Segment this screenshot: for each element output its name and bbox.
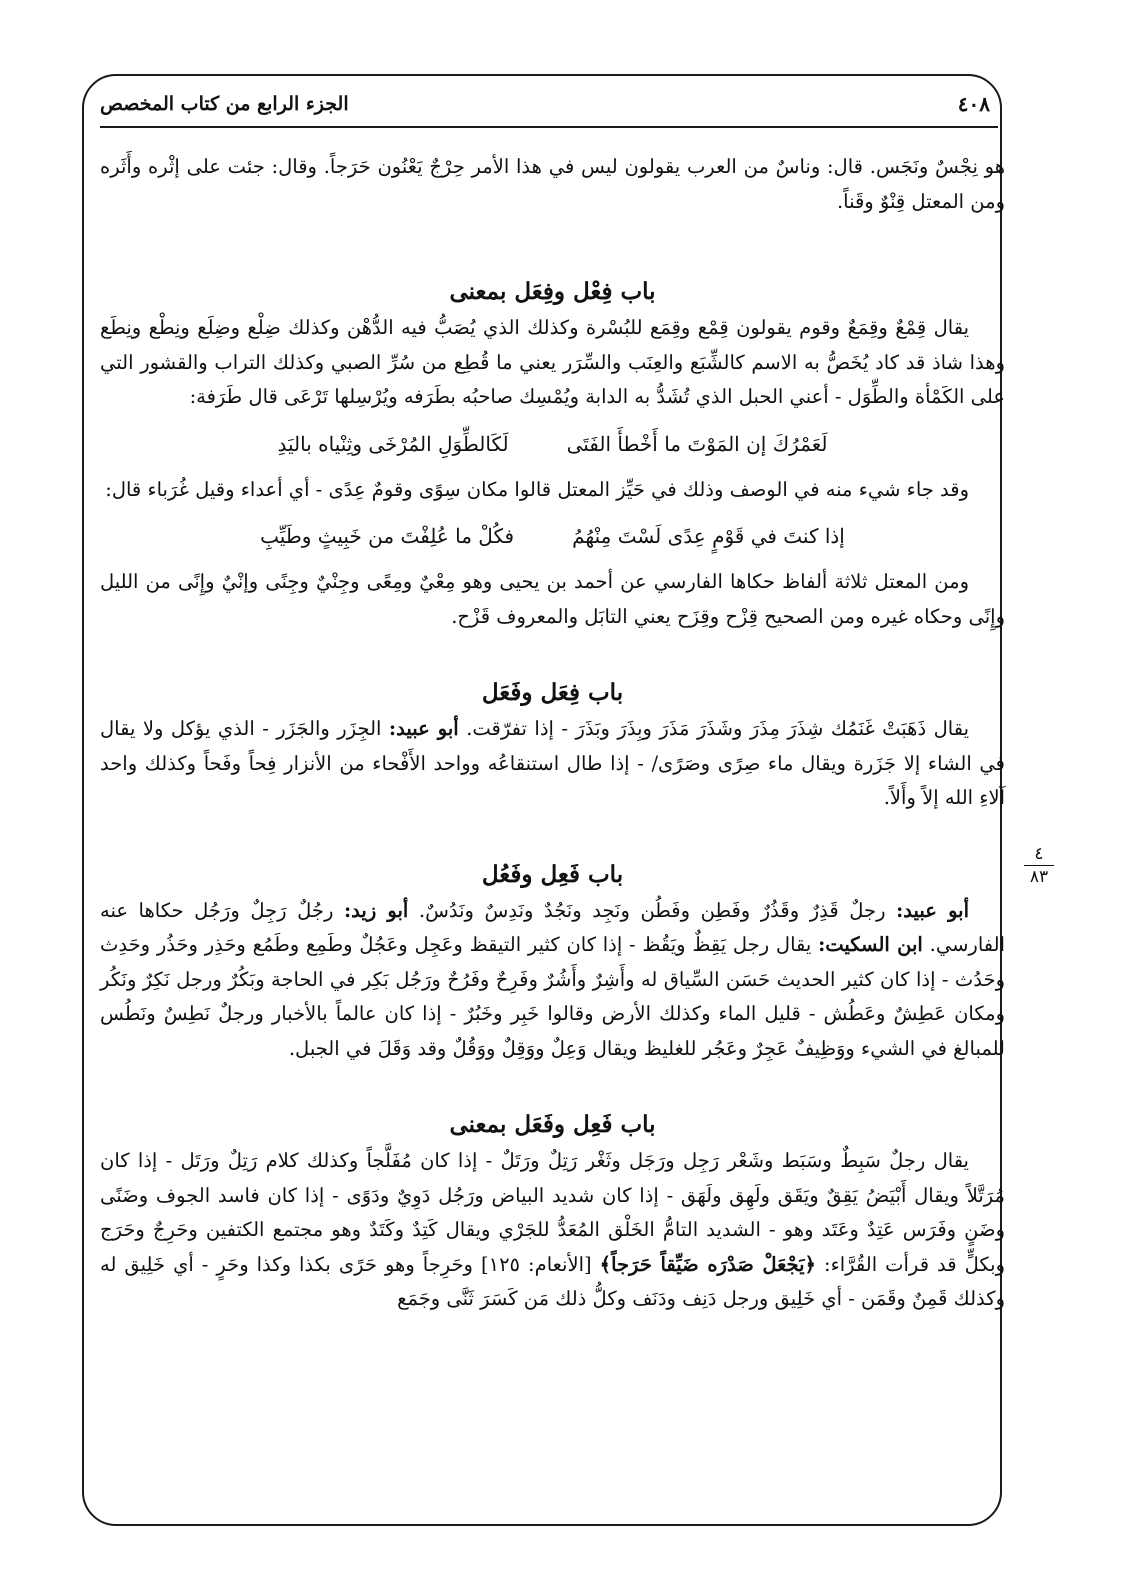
paragraph-sabit <box>100 1144 1005 1317</box>
section-heading-4: باب فَعِل وفَعَل بمعنى <box>449 1111 656 1138</box>
section-heading-2: باب فِعَل وفَعَل <box>481 679 624 706</box>
text-run: رجُلٌ رَجِلٌ ورَجُل حكاها عنه الفارسي. <box>100 898 1005 956</box>
margin-note-divider <box>1024 865 1054 866</box>
text-run: يقال ذَهَبَتْ غَنَمُك شِذَرَ مِذَرَ وشَذَرَ مَذَرَ وبِذَرَ وبَذَرَ - إذا تفرّقت. <box>458 717 969 740</box>
authority-name: أبو عبيد: <box>896 898 969 922</box>
authority-name: ابن السكيت: <box>818 933 923 956</box>
margin-note-top: ٤ <box>1034 844 1044 864</box>
paragraph-continued: هو نِجْسٌ ونَجَس. قال: وناسٌ من العرب يقولون ليس في هذا الأمر حِرْجٌ يَعْنُون حَرَجاً. وقال: جئت على إثْره وأَثَره ومن المعتل قِنْوٌ وقَناً. <box>100 155 1005 213</box>
paragraph-qadhir <box>100 894 1005 1067</box>
book-title: الجزء الرابع من كتاب المخصص <box>100 93 349 115</box>
paragraph-wasf: وقد جاء شيء منه في الوصف وذلك في حَيِّز المعتل قالوا مكان سِوًى وقومٌ عِدًى - أي أعداء وقيل غُرَباء قال: <box>105 477 969 501</box>
section-heading-3: باب فَعِل وفَعُل <box>481 860 624 888</box>
verse-second-hemistich: فكُلْ ما عُلِفْتَ من خَبِيثٍ وطَيِّبِ <box>260 524 515 548</box>
paragraph-qim: يقال قِمْعٌ وقِمَعٌ وقوم يقولون قِمْع وقِمَع للبُسْرة وكذلك الذي يُصَبُّ فيه الدُّهْن وكذلك ضِلْع وضِلَع ونِطْع ونِطَع وهذا شاذ قد كاد يُخَصُّ به الاسم كالشِّبَع والعِنَب والسِّرَر يعني ما قُطِع من سُرِّ الصبي وكذلك التراب والقشور التي على الكَمْأة والطِّوَل - أعني الحبل الذي تُشَدُّ به الدابة ويُمْسِك صاحبُه بطَرَفه ويُرْسِلها تَرْعَى قال طَرَفة: <box>100 316 1005 408</box>
page-number: ٤٠٨ <box>957 92 990 116</box>
header-rule <box>100 126 998 128</box>
text-run: [الأنعام: ١٢٥] وحَرِجاً وهو حَرًى بكذا وكذا وحَرٍ - أي خَلِيق له وكذلك قَمِنٌ وقَمَن - أي خَلِيق ورجل دَنِف ودَنَف وكلُّ ذلك مَن كَسَرَ ثَنَّى وجَمَع <box>100 1252 1005 1310</box>
verse-tarafa <box>100 427 1005 461</box>
paragraph-shidhar <box>100 712 1005 816</box>
text-run: يقال رجل يَقِظٌ ويَقُظ - إذا كان كثير التيقظ وعَجِل وعَجُلٌ وطَمِع وطَمُع وحَذِر وحَذُر وحَدِث وحَدُث - إذا كان كثير الحديث حَسَن السِّياق له وأَشِرٌ وأَشُرٌ وفَرِحٌ وفَرُحٌ ورَجُل بَكِر في الحاجة وبَكُرٌ ورجل نَكِرٌ ونَكُر ومكان عَطِشٌ وعَطُش - قليل الماء وكذلك الأرض وقالوا خَبِر وخَبُرٌ - إذا كان عالماً بالأخبار ورجلٌ نَطِسٌ ونَطُس للمبالغ في الشيء ووَظِيفٌ عَجِرٌ وعَجُر للغليظ ويقال وَعِلٌ ووَقِلٌ ووَقُلٌ وقد وَقَلَ في الجبل. <box>100 933 1005 1060</box>
margin-folio-note <box>1018 844 1060 887</box>
verse-ida <box>100 519 1005 553</box>
verse-first-hemistich: لَعَمْرُكَ إن المَوْتَ ما أَخْطأَ الفَتَى <box>566 431 828 456</box>
section-heading-1: باب فِعْل وفِعَل بمعنى <box>449 278 656 305</box>
paragraph-muatal: ومن المعتل ثلاثة ألفاظ حكاها الفارسي عن أحمد بن يحيى وهو مِعْيٌ ومِعًى وجِنْيٌ وجِنًى وإنْيٌ وإِنًى من الليل وإِنًى وحكاه غيره ومن الصحيح قِزْح وقِزَح يعني التابَل والمعروف قَزْح. <box>100 570 1005 628</box>
running-header <box>100 88 990 120</box>
margin-note-bottom: ٨٣ <box>1029 867 1049 887</box>
text-run: الجِزَر والجَزَر - الذي يؤكل ولا يقال في الشاء إلا جَزَرة ويقال ماء صِرًى وصَرًى/ - إذا طال استنقاعُه وواحد الأَفْحاء من الأنزار فِحاً وفَحاً وكذلك واحد آلاءِ الله إلاً وأَلاً. <box>100 717 1005 809</box>
authority-name: أبو زيد: <box>343 898 409 922</box>
authority-name: أبو عبيد: <box>388 717 459 740</box>
main-text <box>100 150 1005 1317</box>
text-run: يقال رجلٌ سَبِطٌ وسَبَط وشَعْر رَجِل ورَجَل وثَغْر رَتِلٌ ورَتَلٌ - إذا كان مُفَلَّجاً وكذلك كلام رَتِلٌ ورَتَل - إذا كان مُرَتَّلاً ويقال أَبْيَضُ يَقِقٌ ويَقَق ولَهِق ولَهَق - إذا كان شديد البياض ورَجُل دَوِيٌ ودَوًى - إذا كان فاسد الجوف وضَنًى وضَنٍ وفَرَس عَتِدٌ وعَتَد وهو - الشديد التامُّ الخَلْق المُعَدُّ للجَرْي ويقال كَتِدٌ وكَتَدٌ وهو مجتمع الكتفين وحَرِجٌ وحَرَج وبكلٍّ قد قرأت القُرَّاء: <box>100 1149 1005 1276</box>
quran-quote: ﴿يَجْعَلْ صَدْرَه ضَيِّقاً حَرَجاً﴾ <box>599 1252 816 1276</box>
verse-first-hemistich: إذا كنتَ في قَوْمٍ عِدًى لَسْتَ مِنْهُمُ <box>572 524 845 548</box>
verse-second-hemistich: لَكَالطِّوَلِ المُرْخَى وثِنْياه باليَدِ <box>277 431 509 456</box>
text-run: رجلٌ قَذِرٌ وقَذُرٌ وفَطِن وفَطُن ونَجِد ونَجُدٌ ونَدِسٌ ونَدُسٌ. <box>408 898 897 922</box>
